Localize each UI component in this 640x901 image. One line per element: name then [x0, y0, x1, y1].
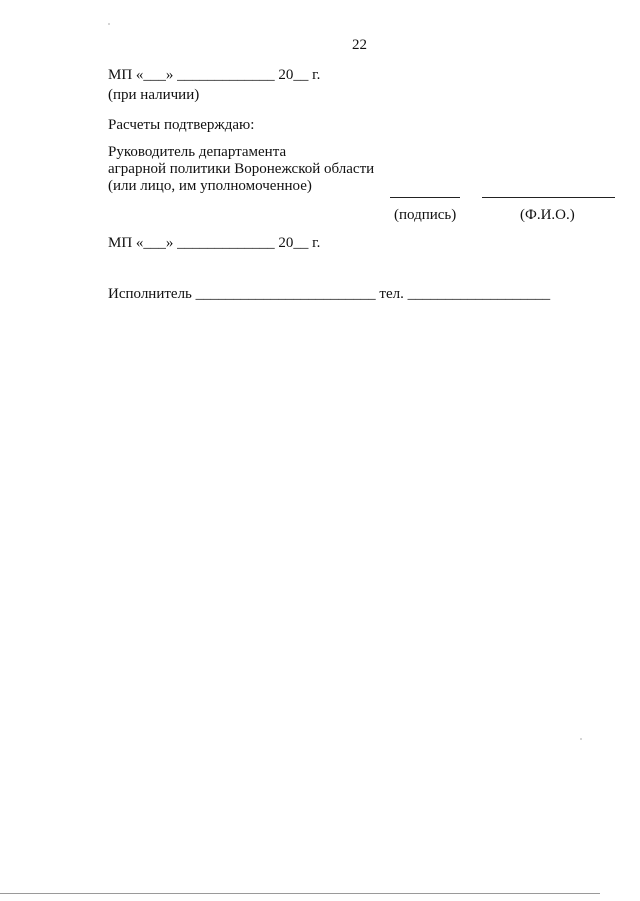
signature-line	[390, 197, 460, 198]
bottom-scan-edge	[0, 893, 600, 894]
executor-line: Исполнитель ________________________ тел. ___________________	[108, 286, 551, 302]
scan-speck	[108, 23, 110, 25]
head-position-line-3: (или лицо, им уполномоченное)	[108, 178, 312, 194]
signature-caption: (подпись)	[394, 207, 457, 223]
scan-speck	[580, 738, 582, 740]
confirmation-text: Расчеты подтверждаю:	[108, 117, 255, 133]
stamp-date-line-1: МП «___» _____________ 20__ г.	[108, 67, 321, 83]
full-name-caption: (Ф.И.О.)	[520, 207, 575, 223]
head-position-line-2: аграрной политики Воронежской области	[108, 161, 375, 177]
page-number: 22	[352, 37, 367, 53]
stamp-date-line-2: МП «___» _____________ 20__ г.	[108, 235, 321, 251]
full-name-line	[482, 197, 615, 198]
head-position-line-1: Руководитель департамента	[108, 144, 287, 160]
stamp-note: (при наличии)	[108, 87, 200, 103]
